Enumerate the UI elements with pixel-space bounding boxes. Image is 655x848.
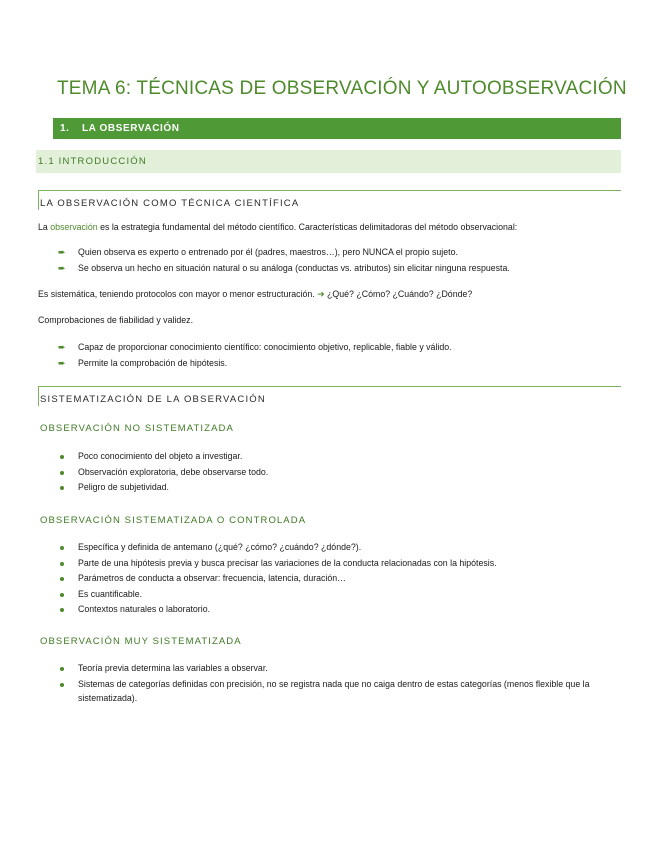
heading-very-systematized: OBSERVACIÓN MUY SISTEMATIZADA (40, 636, 242, 647)
list-item: Observación exploratoria, debe observarse todo. (58, 465, 268, 481)
systematic-text: Es sistemática, teniendo protocolos con mayor o menor estructuración. (38, 289, 315, 299)
list-item: Parte de una hipótesis previa y busca precisar las variaciones de la conducta relacionadas con la hipótesis. (58, 556, 497, 572)
list-item: ➨ Permite la comprobación de hipótesis. (58, 356, 452, 372)
list-item: Poco conocimiento del objeto a investigar. (58, 449, 268, 465)
reliability-list (58, 340, 452, 371)
dot-bullet-icon (60, 683, 64, 687)
intro-term-link: observación (50, 222, 98, 232)
arrow-bullet-icon: ➨ (58, 342, 66, 352)
systematized-list (58, 540, 497, 618)
questions-text: ¿Qué? ¿Cómo? ¿Cuándo? ¿Dónde? (327, 289, 473, 299)
heading-text: LA OBSERVACIÓN COMO TÉCNICA CIENTÍFICA (40, 198, 300, 209)
dot-bullet-icon (60, 546, 64, 550)
dot-bullet-icon (60, 577, 64, 581)
list-item: Parámetros de conducta a observar: frecuencia, latencia, duración… (58, 571, 497, 587)
heading-systematization (38, 386, 621, 406)
arrow-bullet-icon: ➨ (58, 247, 66, 257)
dot-bullet-icon (60, 593, 64, 597)
dot-bullet-icon (60, 562, 64, 566)
list-item: Peligro de subjetividad. (58, 480, 268, 496)
heading-text: SISTEMATIZACIÓN DE LA OBSERVACIÓN (40, 394, 266, 405)
arrow-bullet-icon: ➨ (58, 357, 66, 368)
dot-bullet-icon (60, 667, 64, 671)
heading-observation-scientific-technique (38, 190, 621, 210)
intro-rest: es la estrategia fundamental del método científico. Características delimitadoras del método observacional: (97, 222, 518, 232)
list-item: Contextos naturales o laboratorio. (58, 602, 497, 618)
document-title: TEMA 6: TÉCNICAS DE OBSERVACIÓN Y AUTOOBSERVACIÓN (57, 78, 627, 99)
right-arrow-icon: ➔ (317, 289, 325, 299)
list-item: Sistemas de categorías definidas con precisión, no se registra nada que no caiga dentro de estas categorías (menos flexible que la sistematizada). (58, 677, 598, 706)
intro-paragraph (38, 222, 517, 232)
section-number: 1. (60, 123, 70, 134)
dot-bullet-icon (60, 486, 64, 490)
non-systematized-list (58, 449, 268, 496)
list-item: Es cuantificable. (58, 587, 497, 603)
intro-prefix: La (38, 222, 51, 232)
reliability-paragraph: Comprobaciones de fiabilidad y validez. (38, 315, 194, 325)
arrow-bullet-icon: ➨ (58, 262, 66, 273)
section-label: LA OBSERVACIÓN (81, 123, 180, 134)
section-heading-observation (53, 118, 621, 139)
characteristics-list (58, 245, 510, 276)
dot-bullet-icon (60, 608, 64, 612)
dot-bullet-icon (60, 455, 64, 459)
list-item: ➨ Capaz de proporcionar conocimiento científico: conocimiento objetivo, replicable, fiable y válido. (58, 340, 452, 356)
heading-non-systematized: OBSERVACIÓN NO SISTEMATIZADA (40, 423, 234, 434)
list-item: Teoría previa determina las variables a observar. (58, 661, 598, 677)
list-item: ➨ Se observa un hecho en situación natural o su análoga (conductas vs. atributos) sin elicitar ninguna respuesta. (58, 261, 510, 277)
list-item: ➨ Quien observa es experto o entrenado por él (padres, maestros…), pero NUNCA el propio sujeto. (58, 245, 510, 261)
systematic-paragraph (38, 289, 472, 300)
dot-bullet-icon (60, 471, 64, 475)
very-systematized-list (58, 661, 598, 706)
heading-systematized: OBSERVACIÓN SISTEMATIZADA O CONTROLADA (40, 515, 307, 526)
list-item: Específica y definida de antemano (¿qué? ¿cómo? ¿cuándo? ¿dónde?). (58, 540, 497, 556)
subsection-heading-introduction: 1.1 INTRODUCCIÓN (36, 150, 621, 173)
